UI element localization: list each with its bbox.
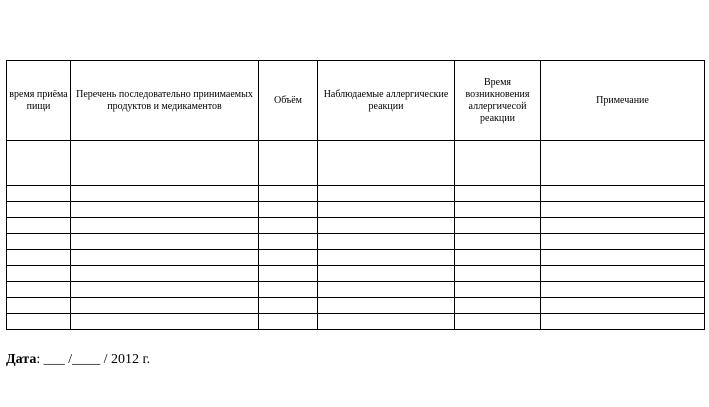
table-cell[interactable] (71, 282, 259, 298)
table-cell[interactable] (541, 202, 705, 218)
table-cell[interactable] (541, 266, 705, 282)
table-cell[interactable] (541, 234, 705, 250)
date-line (6, 351, 150, 369)
date-label: Дата (6, 352, 37, 367)
table-cell[interactable] (7, 298, 71, 314)
table-cell[interactable] (259, 218, 318, 234)
table-cell[interactable] (259, 298, 318, 314)
table-cell[interactable] (541, 314, 705, 330)
table-cell[interactable] (455, 218, 541, 234)
table-cell[interactable] (541, 282, 705, 298)
table-row (7, 266, 705, 282)
table-cell[interactable] (7, 186, 71, 202)
table-cell[interactable] (259, 202, 318, 218)
table-cell[interactable] (259, 250, 318, 266)
table-cell[interactable] (71, 141, 259, 186)
table-cell[interactable] (318, 202, 455, 218)
food-diary-table (6, 60, 705, 330)
table-cell[interactable] (259, 314, 318, 330)
table-cell[interactable] (455, 314, 541, 330)
table-cell[interactable] (318, 298, 455, 314)
table-cell[interactable] (71, 314, 259, 330)
table-cell[interactable] (7, 202, 71, 218)
table-cell[interactable] (259, 141, 318, 186)
table-row (7, 250, 705, 266)
table-cell[interactable] (318, 186, 455, 202)
table-cell[interactable] (71, 266, 259, 282)
table-cell[interactable] (318, 218, 455, 234)
table-cell[interactable] (71, 234, 259, 250)
table-cell[interactable] (318, 250, 455, 266)
table-cell[interactable] (455, 266, 541, 282)
table-cell[interactable] (541, 141, 705, 186)
table-cell[interactable] (7, 234, 71, 250)
table-cell[interactable] (7, 141, 71, 186)
table-cell[interactable] (7, 266, 71, 282)
table-row (7, 186, 705, 202)
table-body (7, 141, 705, 330)
header-volume: Объём (259, 61, 318, 141)
table-cell[interactable] (455, 282, 541, 298)
table-row (7, 234, 705, 250)
table-cell[interactable] (7, 282, 71, 298)
table-cell[interactable] (71, 250, 259, 266)
table-cell[interactable] (455, 250, 541, 266)
date-colon: : (36, 352, 41, 367)
table-cell[interactable] (259, 266, 318, 282)
header-products-list: Перечень последовательно принимаемых продуктов и медикаментов (71, 61, 259, 141)
table-cell[interactable] (541, 298, 705, 314)
table-row (7, 298, 705, 314)
header-row (7, 61, 705, 141)
table-cell[interactable] (455, 141, 541, 186)
table-cell[interactable] (7, 314, 71, 330)
table-row (7, 282, 705, 298)
table-cell[interactable] (71, 298, 259, 314)
table-cell[interactable] (318, 141, 455, 186)
table-cell[interactable] (455, 202, 541, 218)
table-row (7, 314, 705, 330)
header-meal-time: время приёма пищи (7, 61, 71, 141)
table-cell[interactable] (455, 298, 541, 314)
header-allergic-reactions: Наблюдаемые аллергические реакции (318, 61, 455, 141)
table-cell[interactable] (7, 250, 71, 266)
table-cell[interactable] (455, 186, 541, 202)
table-cell[interactable] (541, 218, 705, 234)
table-cell[interactable] (7, 218, 71, 234)
table-cell[interactable] (259, 234, 318, 250)
table-cell[interactable] (71, 202, 259, 218)
table-cell[interactable] (259, 186, 318, 202)
table-row (7, 218, 705, 234)
table-cell[interactable] (318, 282, 455, 298)
header-reaction-time: Время возникновения аллергичесой реакции (455, 61, 541, 141)
table-cell[interactable] (71, 186, 259, 202)
table-row (7, 141, 705, 186)
table-cell[interactable] (318, 314, 455, 330)
table-cell[interactable] (541, 186, 705, 202)
table-row (7, 202, 705, 218)
date-value: ___ /____ / 2012 г. (40, 352, 151, 367)
table-cell[interactable] (541, 250, 705, 266)
table-cell[interactable] (318, 266, 455, 282)
table-cell[interactable] (318, 234, 455, 250)
header-notes: Примечание (541, 61, 705, 141)
table-cell[interactable] (71, 218, 259, 234)
table-cell[interactable] (455, 234, 541, 250)
table-cell[interactable] (259, 282, 318, 298)
